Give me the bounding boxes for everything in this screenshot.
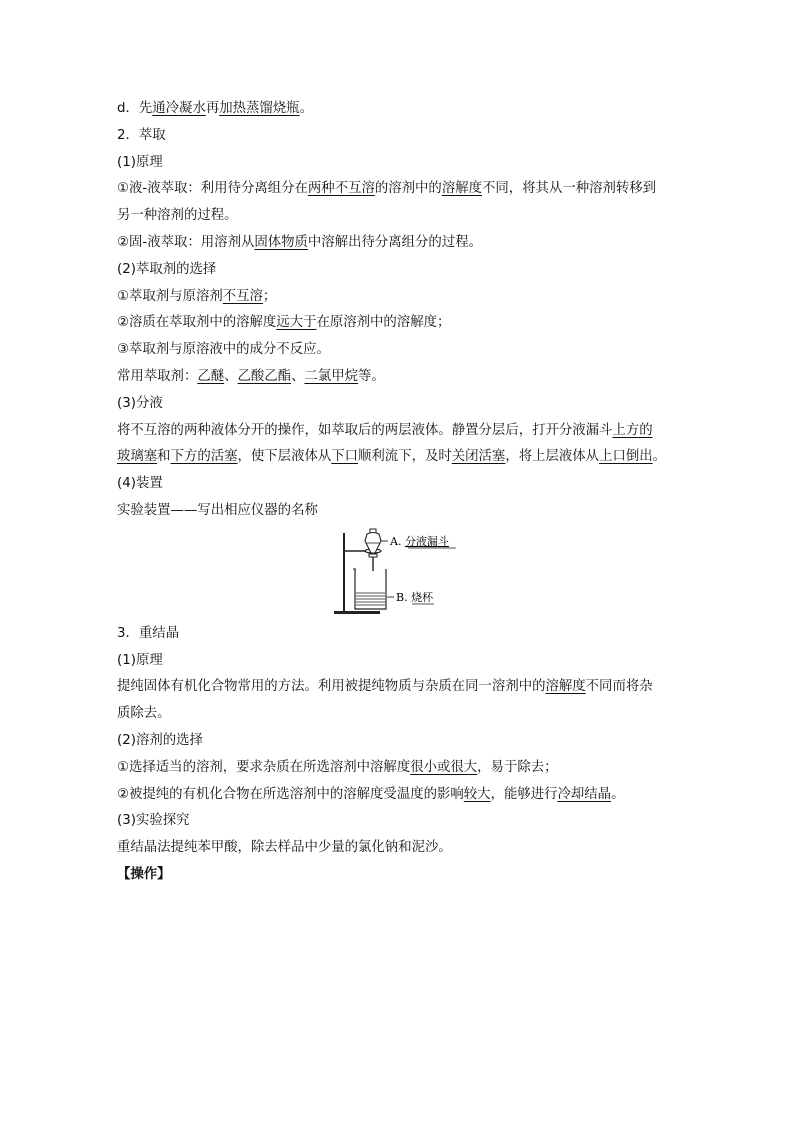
- text-line: [117, 418, 683, 445]
- text-line: [117, 808, 683, 835]
- stand-base: [334, 611, 380, 614]
- text-run: 的溶剂中的: [374, 181, 442, 197]
- text-run: 质除去。: [117, 706, 171, 722]
- text-run: 【操作】: [117, 866, 171, 882]
- text-line: [117, 471, 683, 498]
- answer-blank: 远大于: [276, 315, 317, 331]
- text-block-recrystallization: [117, 621, 683, 889]
- answer-blank: 通冷凝水: [152, 101, 206, 116]
- label-a: A. 分液漏斗: [390, 534, 449, 548]
- text-line: [117, 701, 683, 728]
- text-run: ，将上层液体从: [505, 449, 600, 465]
- text-run: (2)溶剂的选择: [117, 732, 203, 748]
- answer-blank: 较大: [463, 786, 491, 802]
- answer-blank: 很小或很大: [410, 759, 478, 775]
- text-line: [117, 755, 683, 782]
- text-line: [117, 230, 683, 257]
- text-run: 再: [205, 101, 220, 116]
- answer-blank: 两种不互溶: [307, 181, 375, 197]
- text-run: 。: [652, 449, 667, 465]
- document-page: [117, 96, 683, 889]
- answer-blank: 下口: [331, 449, 359, 465]
- text-run: ③萃取剂与原溶液中的成分不反应。: [117, 342, 330, 358]
- answer-blank: 乙酸乙酯: [237, 368, 292, 384]
- text-run: (1)原理: [117, 652, 163, 668]
- answer-blank: 冷却结晶: [557, 786, 612, 802]
- text-line: [117, 391, 683, 418]
- text-run: ，使下层液体从: [237, 449, 332, 465]
- text-line: [117, 444, 683, 471]
- answer-blank: 二氯甲烷: [304, 368, 359, 384]
- text-line: [117, 96, 683, 123]
- text-run: 提纯固体有机化合物常用的方法。利用被提纯物质与杂质在同一溶剂中的: [117, 679, 546, 695]
- text-run: 2．萃取: [117, 127, 166, 143]
- apparatus-diagram: [332, 527, 482, 619]
- separatory-funnel-figure: [117, 527, 683, 619]
- text-run: ②被提纯的有机化合物在所选溶剂中的溶解度受温度的影响: [117, 786, 464, 802]
- text-line: [117, 176, 683, 203]
- text-run: (2)萃取剂的选择: [117, 261, 217, 277]
- text-run: 实验装置——写出相应仪器的名称: [117, 502, 318, 518]
- text-run: ，能够进行: [490, 786, 558, 802]
- answer-blank: 溶解度: [545, 679, 586, 695]
- text-run: 将不互溶的两种液体分开的操作，如萃取后的两层液体。静置分层后，打开分液漏斗: [117, 422, 613, 438]
- text-run: 等。: [358, 368, 385, 384]
- text-run: (3)实验探究: [117, 813, 190, 829]
- text-run: 不同而将杂: [585, 679, 653, 695]
- text-run: ②固-液萃取：用溶剂从: [117, 234, 255, 250]
- text-run: 顺利流下，及时: [358, 449, 452, 465]
- text-run: ②溶质在萃取剂中的溶解度: [117, 315, 277, 331]
- text-run: 另一种溶剂的过程。: [117, 208, 238, 224]
- text-run: ①选择适当的溶剂，要求杂质在所选溶剂中溶解度: [117, 759, 411, 775]
- answer-blank: 固体物质: [254, 234, 308, 250]
- text-line: [117, 123, 683, 150]
- answer-blank: 玻璃塞: [117, 449, 158, 465]
- text-line: [117, 284, 683, 311]
- text-run: ，易于除去；: [477, 759, 558, 775]
- stopcock: [369, 554, 377, 557]
- text-run: (1)原理: [117, 154, 163, 170]
- label-b: B. 烧杯: [396, 590, 434, 604]
- text-line: [117, 621, 683, 648]
- text-run: (3)分液: [117, 395, 163, 411]
- answer-blank: 下方的活塞: [170, 449, 238, 465]
- answer-blank: 乙醚: [197, 368, 225, 384]
- answer-blank: 上口倒出: [599, 449, 653, 465]
- text-line: [117, 498, 683, 525]
- text-block-distillation-extraction: [117, 96, 683, 525]
- text-run: 中溶解出待分离组分的过程。: [307, 234, 482, 250]
- text-run: 、: [224, 368, 238, 384]
- answer-blank: 不互溶: [222, 288, 263, 304]
- text-run: ；: [262, 288, 277, 304]
- text-run: 常用萃取剂：: [117, 368, 198, 384]
- text-run: ①液-液萃取：利用待分离组分在: [117, 181, 308, 197]
- text-line: [117, 150, 683, 177]
- text-run: 不同，将其从一种溶剂转移到: [482, 181, 657, 197]
- answer-blank: 溶解度: [441, 181, 482, 197]
- text-run: (4)装置: [117, 476, 163, 492]
- text-line: [117, 782, 683, 809]
- text-run: 3．重结晶: [117, 625, 180, 641]
- text-run: 重结晶法提纯苯甲酸，除去样品中少量的氯化钠和泥沙。: [117, 840, 452, 856]
- answer-blank: 关闭活塞: [451, 449, 506, 465]
- text-run: 。: [611, 786, 625, 802]
- text-run: 和: [157, 449, 171, 465]
- text-line: [117, 862, 683, 889]
- text-line: [117, 257, 683, 284]
- text-run: 、: [291, 368, 305, 384]
- text-line: [117, 337, 683, 364]
- text-line: [117, 674, 683, 701]
- text-line: [117, 728, 683, 755]
- text-run: 在原溶剂中的溶解度；: [316, 315, 451, 331]
- text-line: [117, 310, 683, 337]
- text-line: [117, 364, 683, 391]
- text-run: ①萃取剂与原溶剂: [117, 288, 223, 304]
- text-run: d．先: [117, 101, 153, 116]
- text-line: [117, 203, 683, 230]
- text-line: [117, 835, 683, 862]
- text-line: [117, 648, 683, 675]
- beaker: [355, 569, 386, 609]
- answer-blank: 上方的: [612, 422, 653, 438]
- answer-blank: 加热蒸馏烧瓶: [219, 101, 300, 116]
- text-run: 。: [299, 101, 313, 116]
